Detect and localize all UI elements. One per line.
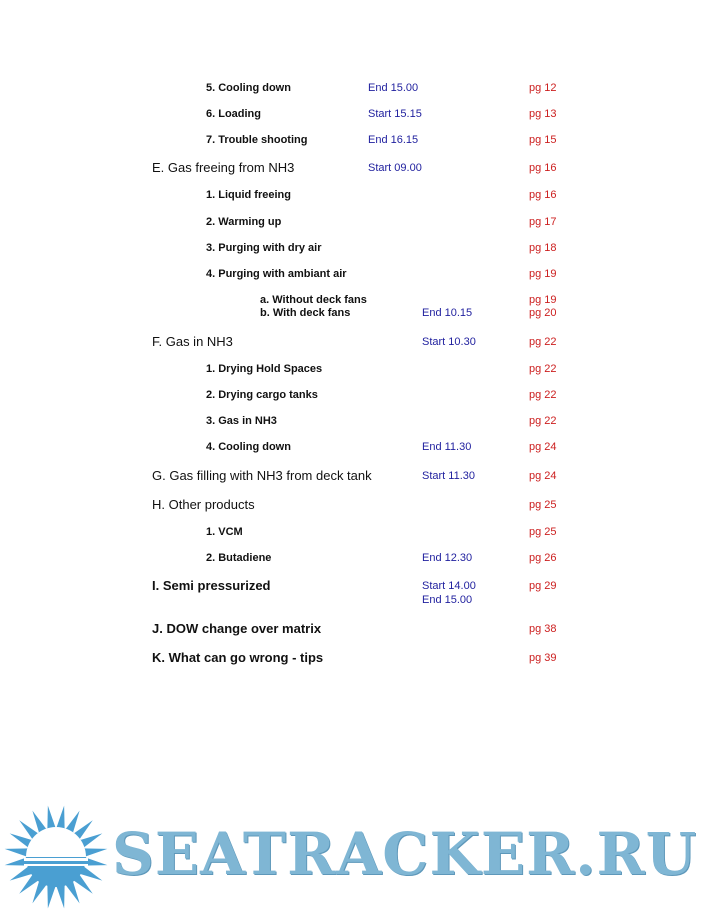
toc-entry-title: 1. Drying Hold Spaces (206, 363, 323, 375)
toc-entry-page: pg 39 (529, 652, 557, 664)
toc-entry-time: Start 10.30 (422, 336, 476, 348)
toc-entry-page: pg 24 (529, 470, 557, 482)
toc-row (0, 592, 704, 608)
toc-section-row (0, 160, 704, 176)
toc-row (0, 387, 704, 403)
sun-icon (0, 800, 110, 909)
toc-row (0, 240, 704, 256)
toc-row (0, 80, 704, 96)
toc-entry-title: 2. Drying cargo tanks (206, 389, 318, 401)
toc-section-title: J. DOW change over matrix (152, 621, 322, 636)
sun-ray (83, 848, 108, 857)
toc-entry-page: pg 22 (529, 363, 557, 375)
toc-entry-time: End 15.00 (368, 82, 419, 94)
toc-entry-title: 5. Cooling down (206, 82, 291, 94)
toc-row (0, 187, 704, 203)
toc-entry-page: pg 25 (529, 499, 557, 511)
toc-entry-page: pg 13 (529, 108, 557, 120)
toc-entry-page: pg 26 (529, 552, 557, 564)
toc-entry-time: Start 11.30 (422, 470, 475, 482)
toc-entry-time: Start 15.15 (368, 108, 422, 120)
sun-ray (47, 884, 56, 909)
toc-row (0, 305, 704, 321)
toc-entry-page: pg 17 (529, 216, 557, 228)
toc-entry-page: pg 24 (529, 441, 557, 453)
watermark-text: SEATRACKER.RU (112, 820, 698, 888)
toc-row (0, 106, 704, 122)
toc-section-title: H. Other products (152, 497, 255, 512)
toc-entry-title: 1. VCM (206, 526, 243, 538)
toc-section-row (0, 621, 704, 637)
toc-row (0, 132, 704, 148)
toc-entry-page: pg 22 (529, 415, 557, 427)
toc-row (0, 266, 704, 282)
toc-entry-page: pg 22 (529, 336, 557, 348)
toc-section-title: K. What can go wrong - tips (152, 650, 324, 665)
toc-entry-title: 6. Loading (206, 108, 261, 120)
toc-section-title: G. Gas filling with NH3 from deck tank (152, 468, 372, 483)
toc-row (0, 524, 704, 540)
toc-row (0, 361, 704, 377)
toc-entry-title: 2. Warming up (206, 216, 282, 228)
toc-entry-page: pg 15 (529, 134, 557, 146)
toc-section-title: F. Gas in NH3 (152, 334, 233, 349)
toc-entry-page: pg 18 (529, 242, 557, 254)
toc-section-row (0, 468, 704, 484)
toc-entry-time: Start 14.00 (422, 580, 476, 592)
toc-row (0, 550, 704, 566)
sun-ray (47, 806, 56, 831)
toc-entry-time: End 12.30 (422, 552, 473, 564)
toc-entry-page: pg 20 (529, 307, 557, 319)
toc-row (0, 439, 704, 455)
toc-entry-time: End 15.00 (422, 594, 473, 606)
toc-section-title: I. Semi pressurized (152, 578, 271, 593)
toc-entry-page: pg 12 (529, 82, 557, 94)
toc-entry-time: End 11.30 (422, 441, 472, 453)
toc-row (0, 214, 704, 230)
toc-section-row (0, 650, 704, 666)
toc-entry-page: pg 22 (529, 389, 557, 401)
toc-entry-time: Start 09.00 (368, 162, 422, 174)
toc-entry-page: pg 29 (529, 580, 557, 592)
toc-entry-title: 4. Cooling down (206, 441, 291, 453)
toc-entry-title: a. Without deck fans (260, 294, 367, 306)
toc-entry-page: pg 19 (529, 268, 557, 280)
toc-entry-title: 2. Butadiene (206, 552, 272, 564)
toc-entry-title: 3. Purging with dry air (206, 242, 322, 254)
toc-entry-page: pg 16 (529, 189, 557, 201)
toc-section-row (0, 497, 704, 513)
toc-entry-title: 3. Gas in NH3 (206, 415, 277, 427)
toc-entry-time: End 16.15 (368, 134, 419, 146)
toc-entry-page: pg 16 (529, 162, 557, 174)
toc-entry-page: pg 25 (529, 526, 557, 538)
toc-entry-title: 7. Trouble shooting (206, 134, 308, 146)
toc-entry-page: pg 19 (529, 294, 557, 306)
sun-ray (5, 848, 30, 857)
sun-ray (56, 806, 65, 831)
toc-entry-page: pg 38 (529, 623, 557, 635)
toc-section-title: E. Gas freeing from NH3 (152, 160, 295, 175)
toc-row (0, 413, 704, 429)
toc-entry-title: b. With deck fans (260, 307, 351, 319)
toc-section-row (0, 334, 704, 350)
sun-ray (56, 884, 65, 909)
toc-entry-title: 4. Purging with ambiant air (206, 268, 347, 280)
toc-entry-title: 1. Liquid freeing (206, 189, 291, 201)
toc-entry-time: End 10.15 (422, 307, 473, 319)
